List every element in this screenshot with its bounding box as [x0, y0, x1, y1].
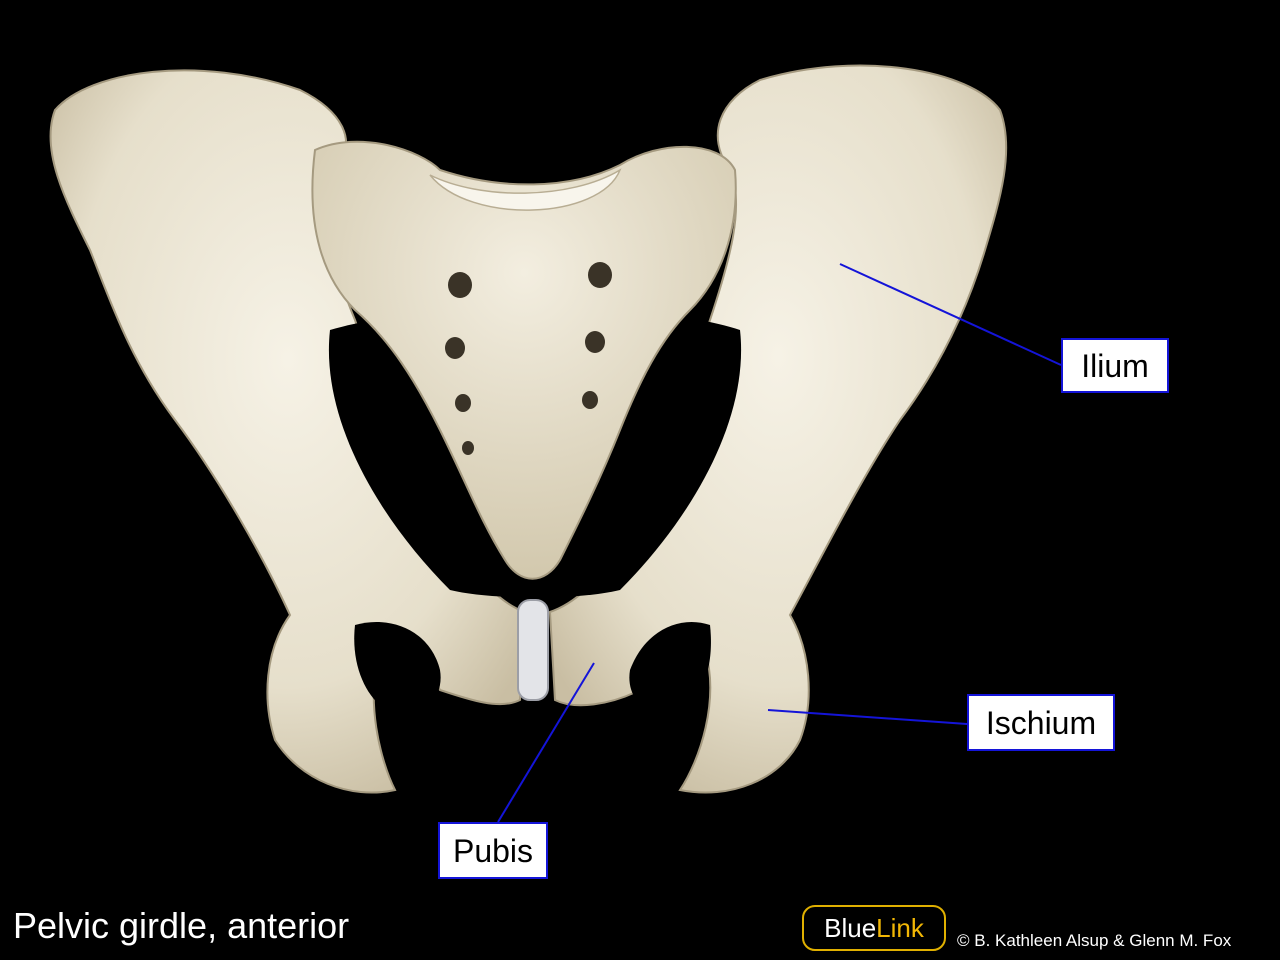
pubic-symphysis: [518, 600, 548, 700]
figure-caption: Pelvic girdle, anterior: [13, 905, 350, 946]
sacral-foramen: [588, 262, 612, 288]
copyright-notice: © B. Kathleen Alsup & Glenn M. Fox: [957, 931, 1232, 950]
ischium-label: Ischium: [967, 694, 1115, 751]
bluelink-logo: [802, 905, 946, 951]
sacral-foramen: [445, 337, 465, 359]
pubis-label: Pubis: [438, 822, 548, 879]
sacral-foramen: [462, 441, 474, 455]
logo-blue-text: Blue: [824, 913, 877, 943]
ilium-label: Ilium: [1061, 338, 1169, 393]
sacral-foramen: [582, 391, 598, 409]
logo-link-text: Link: [876, 913, 924, 943]
sacral-foramen: [448, 272, 472, 298]
sacral-foramen: [455, 394, 471, 412]
sacral-foramen: [585, 331, 605, 353]
